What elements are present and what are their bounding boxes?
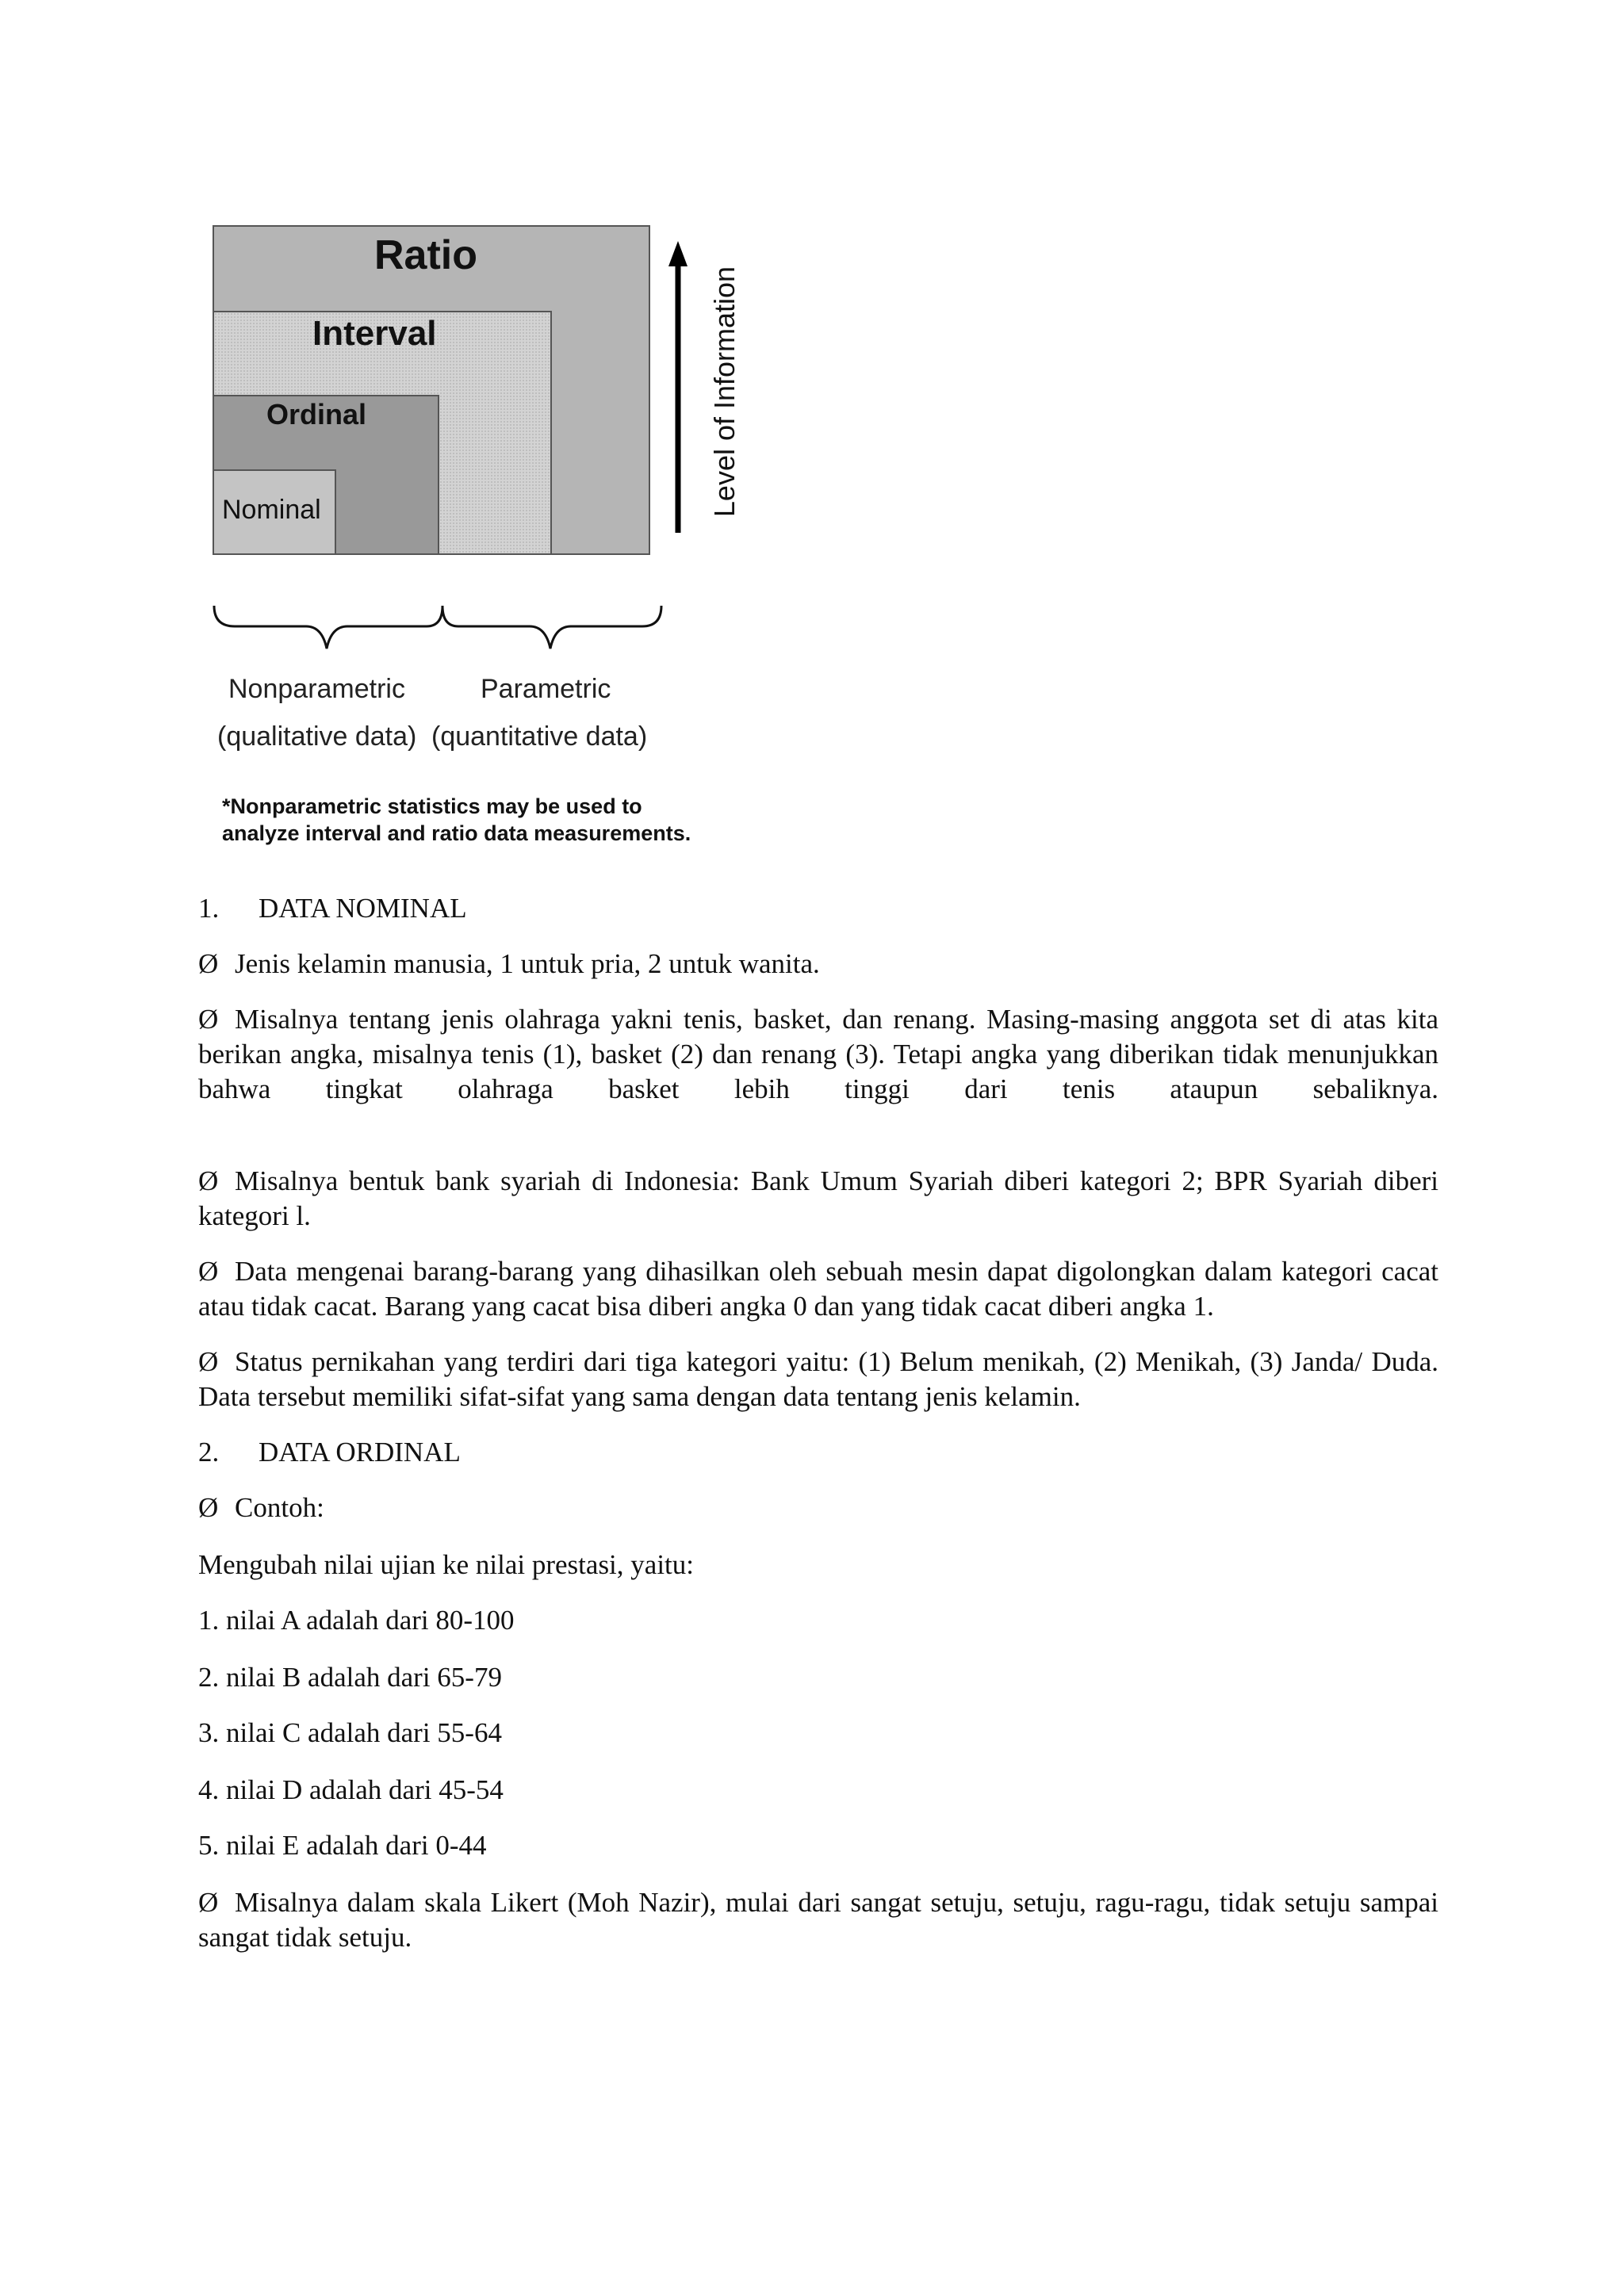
arrow-bullet-icon: Ø <box>198 1165 219 1196</box>
section-title: DATA NOMINAL <box>259 893 467 924</box>
paragraph <box>198 947 1438 982</box>
measurement-levels-diagram <box>213 225 752 859</box>
paragraph <box>198 1254 1438 1324</box>
paragraph <box>198 1002 1438 1107</box>
section-number: 1. <box>198 893 220 924</box>
arrow-bullet-icon: Ø <box>198 1887 219 1918</box>
list-item: 4. nilai D adalah dari 45-54 <box>198 1774 504 1805</box>
section-title: DATA ORDINAL <box>259 1437 461 1468</box>
arrow-bullet-icon: Ø <box>198 1256 219 1287</box>
list-item: 5. nilai E adalah dari 0-44 <box>198 1830 487 1861</box>
section-heading-nominal <box>198 891 1438 926</box>
footnote-line: analyze interval and ratio data measurements. <box>222 821 691 845</box>
paragraph-text: Status pernikahan yang terdiri dari tiga kategori yaitu: (1) Belum menikah, (2) Menikah, (3) Janda/ Duda. Data tersebut memiliki sifat-sifat yang sama dengan data tentang jenis kelamin. <box>198 1346 1438 1412</box>
paragraph-text: Contoh: <box>235 1492 324 1523</box>
list-item: 2. nilai B adalah dari 65-79 <box>198 1662 502 1693</box>
ratio-label: Ratio <box>374 232 477 278</box>
paragraph <box>198 1345 1438 1414</box>
grouping-braces <box>213 604 672 668</box>
paragraph-text: Misalnya dalam skala Likert (Moh Nazir), mulai dari sangat setuju, setuju, ragu-ragu, tidak setuju sampai sangat tidak setuju. <box>198 1887 1438 1953</box>
list-item: 1. nilai A adalah dari 80-100 <box>198 1605 515 1636</box>
paragraph-text: Misalnya bentuk bank syariah di Indonesia: Bank Umum Syariah diberi kategori 2; BPR Syariah diberi kategori l. <box>198 1165 1438 1231</box>
paragraph <box>198 1490 1438 1525</box>
arrow-bullet-icon: Ø <box>198 1492 219 1523</box>
paragraph-text: Data mengenai barang-barang yang dihasilkan oleh sebuah mesin dapat digolongkan dalam kategori cacat atau tidak cacat. Barang yang cacat bisa diberi angka 0 dan yang tidak cacat diberi angka 1. <box>198 1256 1438 1322</box>
parametric-label: Parametric <box>481 674 611 704</box>
nominal-label: Nominal <box>222 495 321 525</box>
paragraph <box>198 1885 1438 1955</box>
paragraph: Mengubah nilai ujian ke nilai prestasi, yaitu: <box>198 1549 694 1580</box>
arrow-bullet-icon: Ø <box>198 1004 219 1035</box>
ordinal-label: Ordinal <box>266 398 367 430</box>
footnote-line: *Nonparametric statistics may be used to <box>222 794 642 818</box>
up-arrow-icon <box>666 241 690 534</box>
level-of-information-label: Level of Information <box>708 266 741 518</box>
paragraph-text: Jenis kelamin manusia, 1 untuk pria, 2 untuk wanita. <box>235 948 820 979</box>
arrow-bullet-icon: Ø <box>198 1346 219 1377</box>
quantitative-data-label: (quantitative data) <box>431 721 648 752</box>
paragraph <box>198 1164 1438 1234</box>
arrow-bullet-icon: Ø <box>198 948 219 979</box>
qualitative-data-label: (qualitative data) <box>217 721 417 752</box>
list-item: 3. nilai C adalah dari 55-64 <box>198 1717 502 1748</box>
nonparametric-label: Nonparametric <box>228 674 405 704</box>
section-number: 2. <box>198 1437 220 1468</box>
section-heading-ordinal <box>198 1435 1438 1470</box>
interval-label: Interval <box>312 314 437 353</box>
paragraph-text: Misalnya tentang jenis olahraga yakni tenis, basket, dan renang. Masing-masing anggota set di atas kita berikan angka, misalnya tenis (1), basket (2) dan renang (3). Tetapi angka yang diberikan tidak menunjukkan bahwa tingkat olahraga basket lebih tinggi dari tenis ataupun sebaliknya. <box>198 1004 1438 1104</box>
diagram-footnote <box>222 793 730 847</box>
